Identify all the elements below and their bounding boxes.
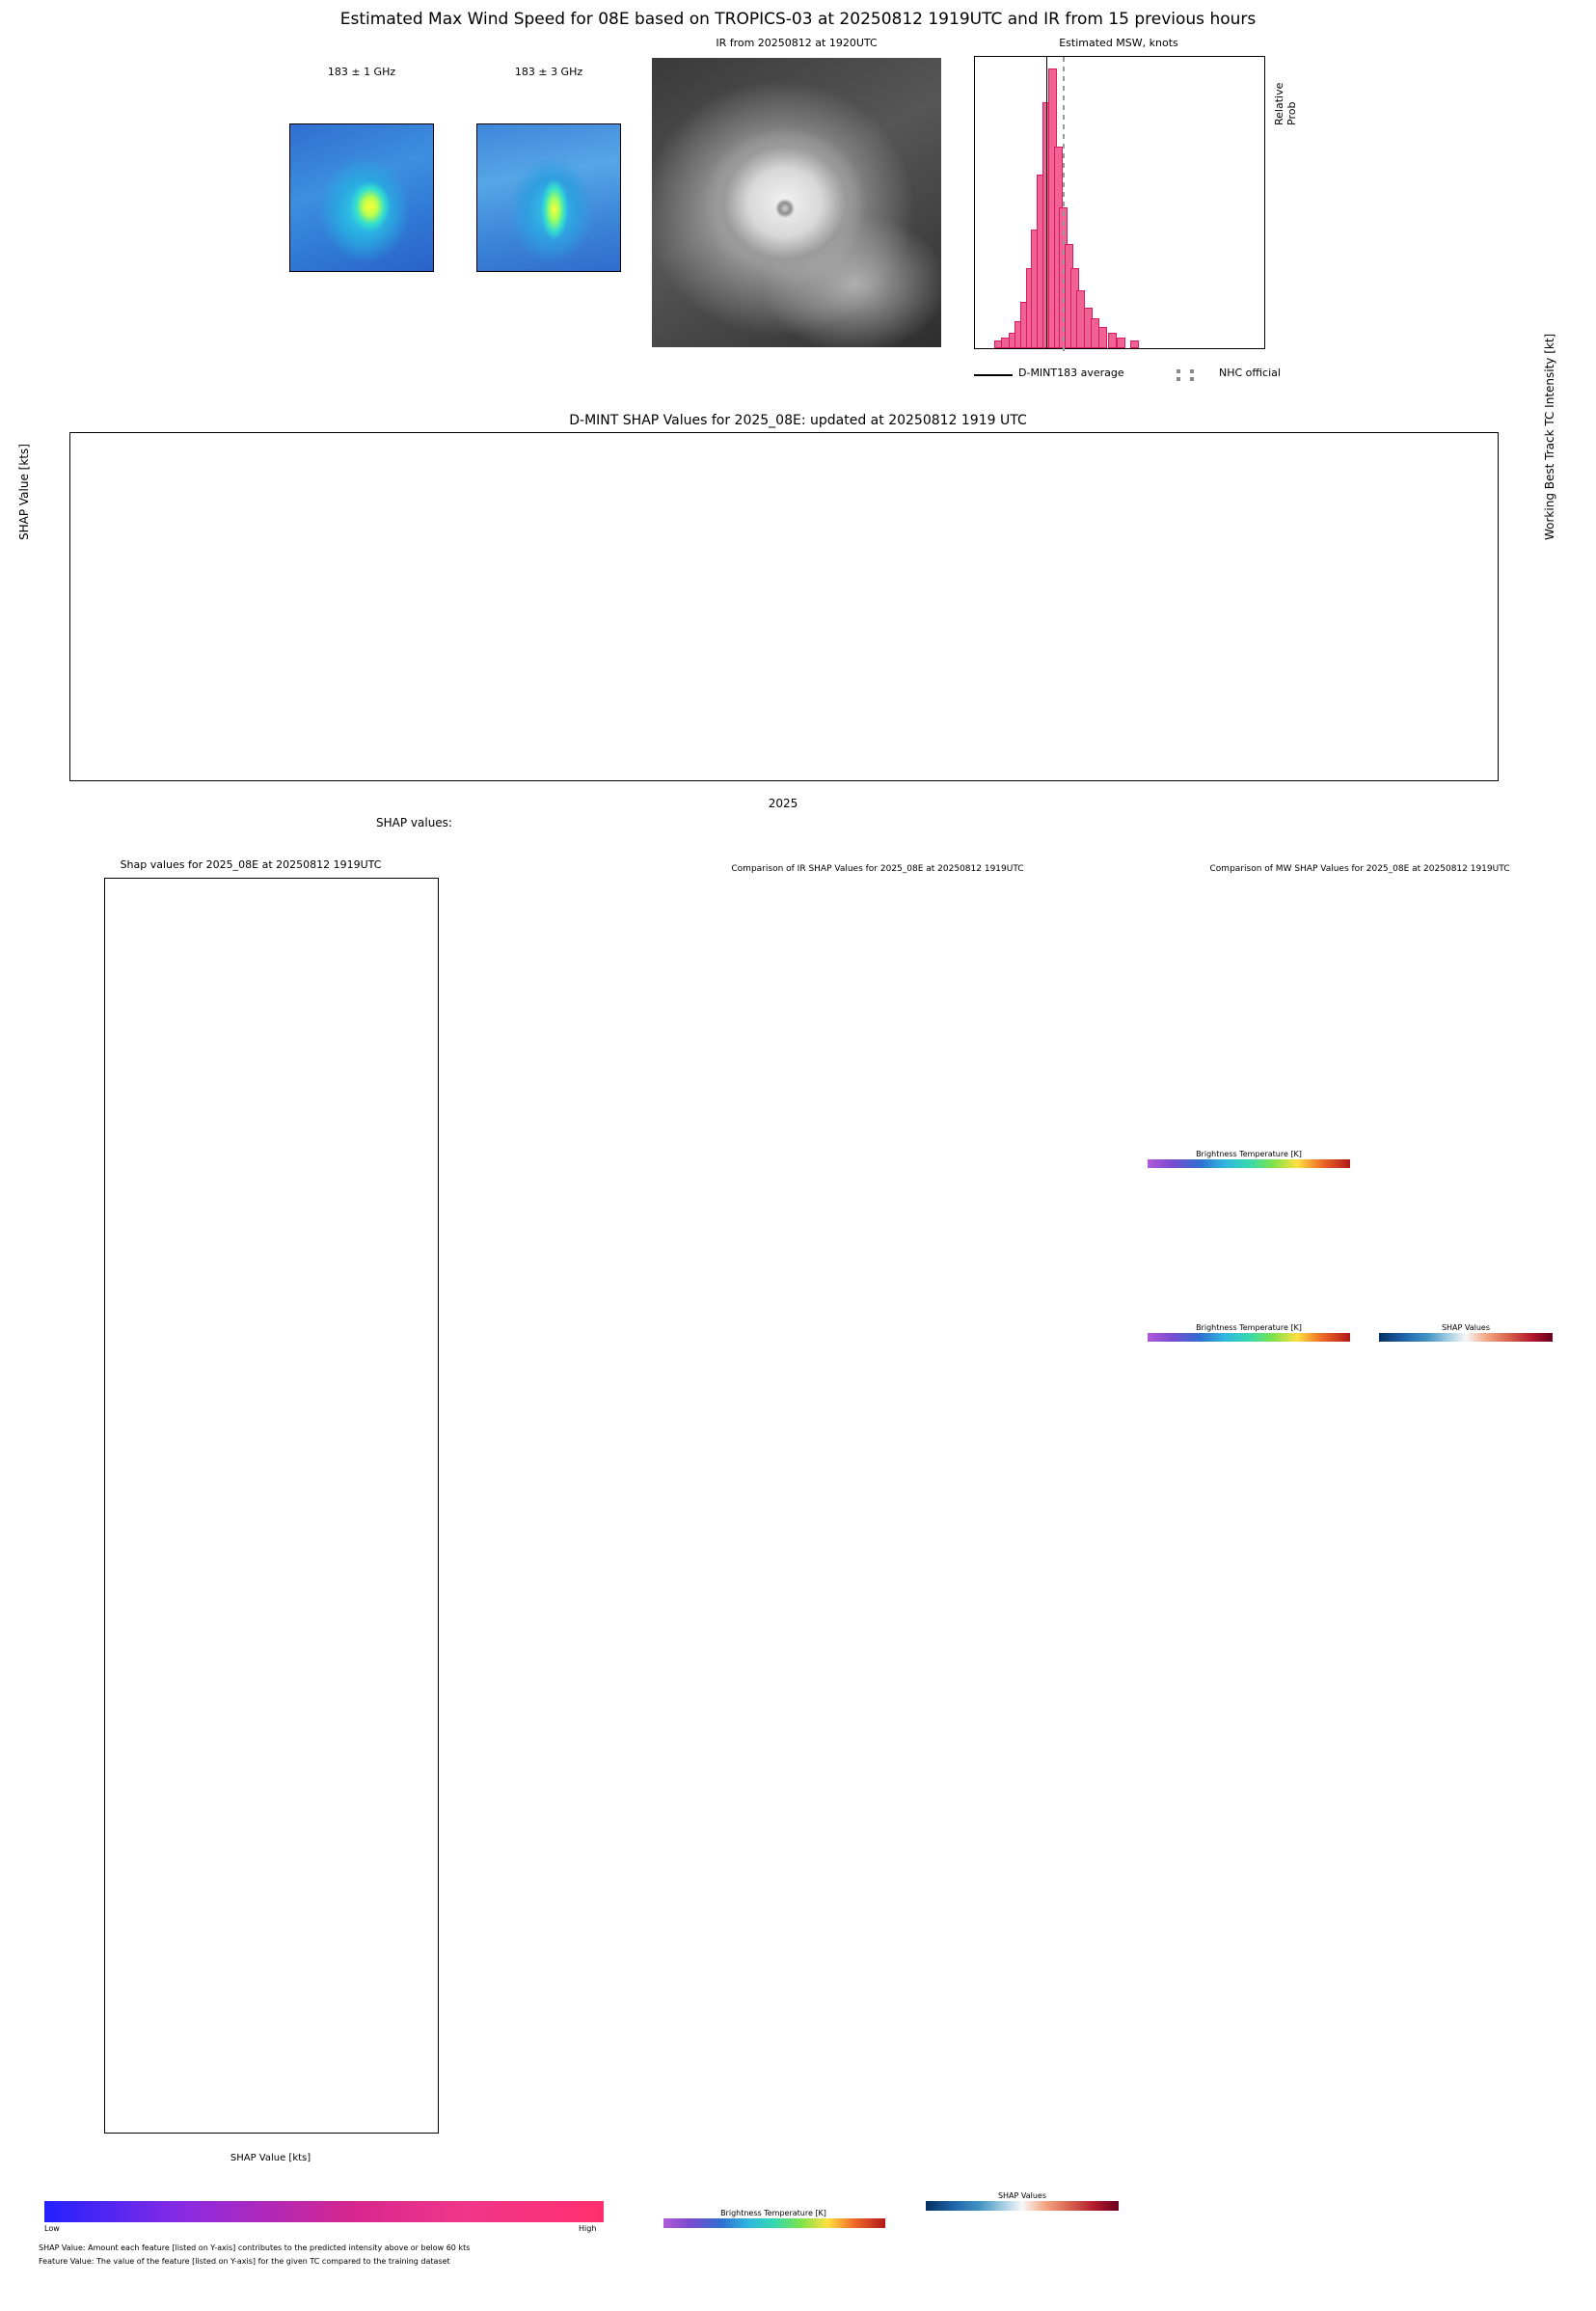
shap-feature-overlay [104, 878, 437, 2132]
nhc-official-marker [1063, 153, 1065, 158]
msw-histogram [974, 56, 1265, 349]
dmint-average-line [1046, 57, 1048, 348]
page-title: Estimated Max Wind Speed for 08E based on TROPICS-03 at 20250812 1919UTC and IR from 15 previous hours [339, 10, 1257, 29]
nhc-official-marker [1063, 279, 1065, 284]
timeseries-title: D-MINT SHAP Values for 2025_08E: updated at 20250812 1919 UTC [569, 413, 1027, 428]
hist-ylabel: Relative Prob [1273, 82, 1298, 125]
nhc-official-marker [1063, 269, 1065, 274]
nhc-official-marker [1063, 134, 1065, 139]
ir-comparison-title: Comparison of IR SHAP Values for 2025_08E at 20250812 1919UTC [731, 864, 1024, 874]
ir-image [652, 58, 941, 347]
mw-comparison-title: Comparison of MW SHAP Values for 2025_08E at 20250812 1919UTC [1209, 864, 1510, 874]
nhc-official-marker [1063, 115, 1065, 120]
nhc-legend-dash4 [1190, 377, 1194, 381]
dmint-legend-line [974, 374, 1013, 376]
nhc-official-marker [1063, 144, 1065, 149]
timeseries-xlabel: 2025 [768, 797, 798, 810]
mw2-image [476, 123, 621, 272]
colorbar-high-label: High [579, 2224, 597, 2233]
timeseries-ylabel: SHAP Value [kts] [17, 444, 31, 540]
mw-brightness-colorbar-2 [1148, 1333, 1350, 1342]
nhc-legend-dash2 [1177, 377, 1180, 381]
hist-bar [1108, 333, 1117, 348]
nhc-official-marker [1063, 124, 1065, 129]
mw-colorbar-label-2: Brightness Temperature [K] [1196, 1323, 1302, 1332]
nhc-official-marker [1063, 105, 1065, 110]
mw1-title: 183 ± 1 GHz [327, 66, 396, 78]
mw-colorbar-label-1: Brightness Temperature [K] [1196, 1150, 1302, 1158]
footnote-shap-value: SHAP Value: Amount each feature [listed on Y-axis] contributes to the predicted intensity above or below 60 kts [39, 2243, 471, 2252]
mw-brightness-colorbar-1 [1148, 1159, 1350, 1168]
nhc-legend-dash3 [1190, 369, 1194, 373]
nhc-official-marker [1063, 240, 1065, 245]
ir-shap-colorbar-label: SHAP Values [997, 2191, 1047, 2200]
nhc-official-marker [1063, 57, 1065, 62]
legend-title: SHAP values: [376, 816, 452, 829]
shap-timeseries-chart [69, 432, 1499, 781]
timeseries-legend [318, 816, 1283, 855]
nhc-official-marker [1063, 192, 1065, 197]
shap-dots-xlabel: SHAP Value [kts] [230, 2153, 311, 2163]
hist-legend [974, 367, 1321, 386]
nhc-official-marker [1063, 308, 1065, 313]
nhc-official-marker [1063, 250, 1065, 255]
hist-bar [1117, 338, 1125, 348]
nhc-official-marker [1063, 288, 1065, 293]
dmint-legend-label: D-MINT183 average [1018, 367, 1124, 379]
mw2-title: 183 ± 3 GHz [514, 66, 583, 78]
nhc-official-marker [1063, 95, 1065, 100]
ir-title: IR from 20250812 at 1920UTC [716, 37, 878, 49]
nhc-official-marker [1063, 221, 1065, 226]
nhc-official-marker [1063, 327, 1065, 332]
nhc-official-marker [1063, 173, 1065, 177]
nhc-official-marker [1063, 182, 1065, 187]
nhc-official-marker [1063, 259, 1065, 264]
nhc-legend-label: NHC official [1219, 367, 1281, 379]
hist-bar [1098, 327, 1107, 348]
colorbar-low-label: Low [44, 2224, 60, 2233]
nhc-official-marker [1063, 202, 1065, 206]
footnote-feature-value: Feature Value: The value of the feature [listed on Y-axis] for the given TC compared to the training dataset [39, 2257, 450, 2266]
nhc-official-marker [1063, 337, 1065, 341]
ir-shap-colorbar [926, 2201, 1119, 2211]
nhc-legend-dash1 [1177, 369, 1180, 373]
nhc-official-marker [1063, 163, 1065, 168]
nhc-official-marker [1063, 346, 1065, 351]
nhc-official-marker [1063, 76, 1065, 81]
ir-brightness-colorbar [663, 2218, 885, 2228]
nhc-official-marker [1063, 231, 1065, 235]
nhc-official-marker [1063, 86, 1065, 91]
shap-dots-title: Shap values for 2025_08E at 20250812 1919UTC [120, 858, 382, 871]
hist-title: Estimated MSW, knots [1059, 37, 1178, 49]
nhc-official-marker [1063, 211, 1065, 216]
mw-shap-colorbar [1379, 1333, 1553, 1342]
mw1-image [289, 123, 434, 272]
nhc-official-marker [1063, 298, 1065, 303]
ir-colorbar-label: Brightness Temperature [K] [720, 2209, 826, 2217]
feature-value-colorbar [44, 2201, 604, 2222]
mw-shap-colorbar-label: SHAP Values [1441, 1323, 1491, 1332]
nhc-official-marker [1063, 67, 1065, 71]
timeseries-y2label: Working Best Track TC Intensity [kt] [1543, 333, 1556, 540]
nhc-official-marker [1063, 317, 1065, 322]
hist-bar [1130, 340, 1139, 348]
